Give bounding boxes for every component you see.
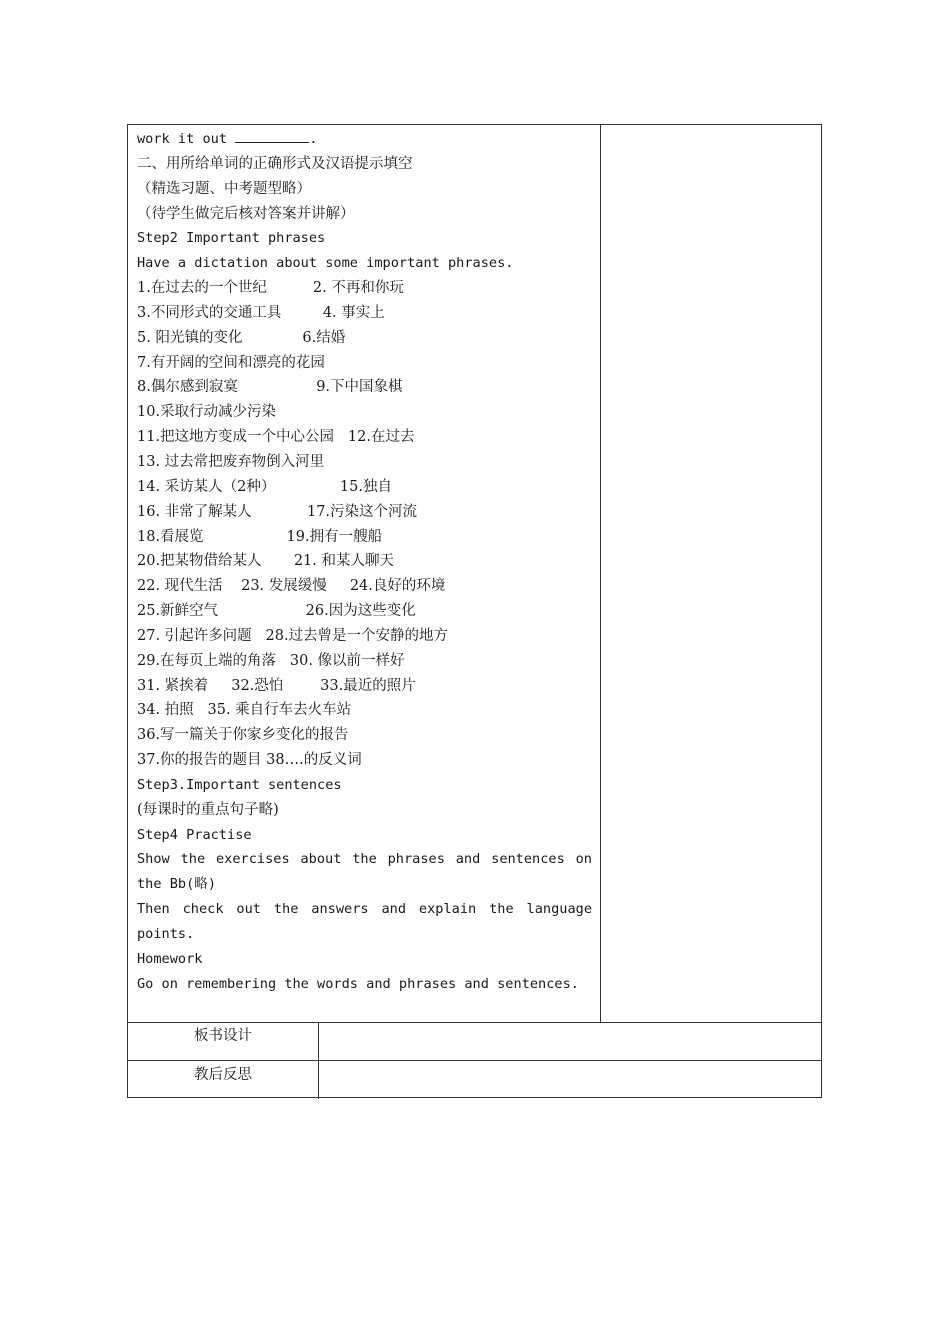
content-line: [137, 425, 592, 450]
content-line: [137, 351, 592, 376]
content-line: [137, 599, 592, 624]
content-line-text: 8.偶尔感到寂寞 9.下中国象棋: [137, 379, 403, 396]
reflection-row: [128, 1061, 821, 1099]
content-line-text: 29.在每页上端的角落 30. 像以前一样好: [137, 652, 405, 669]
content-line: [137, 922, 592, 947]
content-line: [137, 375, 592, 400]
content-line-text: 34. 拍照 35. 乘自行车去火车站: [137, 702, 352, 719]
content-line-text: 14. 采访某人（2种） 15.独自: [137, 478, 392, 495]
content-line-text: 11.把这地方变成一个中心公园 12.在过去: [137, 429, 415, 446]
content-line: [137, 872, 592, 897]
content-line-text: points.: [137, 926, 195, 942]
board-design-value: [319, 1022, 821, 1060]
content-line-text: Go on remembering the words and phrases and sentences.: [137, 975, 579, 992]
content-line-text: Step3.Important sentences: [137, 776, 342, 793]
board-design-label: 板书设计: [128, 1022, 319, 1060]
board-design-row: [128, 1022, 821, 1061]
content-line-text: 3.不同形式的交通工具 4. 事实上: [137, 304, 385, 321]
content-line-text: 20.把某物借给某人 21. 和某人聊天: [137, 553, 394, 570]
content-line: [137, 226, 592, 251]
content-line: [137, 624, 592, 649]
content-line-text: 36.写一篇关于你家乡变化的报告: [137, 727, 349, 744]
content-line: [137, 177, 592, 202]
content-line: [137, 773, 592, 798]
content-line: [137, 202, 592, 227]
fill-in-blank: [235, 128, 309, 143]
content-line: [137, 549, 592, 574]
content-line: [137, 450, 592, 475]
content-line-text: Have a dictation about some important phrases.: [137, 255, 514, 272]
content-line-text: 18.看展览 19.拥有一艘船: [137, 528, 383, 545]
content-line: [137, 251, 592, 276]
content-line-text: 二、用所给单词的正确形式及汉语提示填空: [137, 155, 413, 172]
content-line: [137, 649, 592, 674]
content-line-text: （待学生做完后核对答案并讲解）: [137, 205, 355, 222]
content-line-text: 10.采取行动减少污染: [137, 404, 277, 421]
content-line: [137, 525, 592, 550]
content-line: [137, 400, 592, 425]
content-line-text: 25.新鲜空气 26.因为这些变化: [137, 603, 416, 620]
content-line: [137, 723, 592, 748]
content-line: [137, 674, 592, 699]
content-line-text: work it out: [137, 131, 236, 147]
content-line: [137, 947, 592, 972]
content-line-tail: .: [309, 131, 318, 147]
content-line-text: 7.有开阔的空间和漂亮的花园: [137, 354, 325, 371]
content-line-text: 16. 非常了解某人 17.污染这个河流: [137, 503, 418, 520]
content-line: [137, 500, 592, 525]
teaching-process-cell: [128, 125, 601, 1022]
content-line-text: Homework: [137, 950, 203, 967]
content-line-text: Then check out the answers and explain the language: [137, 901, 592, 918]
content-line: [137, 972, 592, 997]
content-line-text: (每课时的重点句子略): [137, 801, 279, 818]
content-line-text: Step4 Practise: [137, 826, 252, 843]
content-line-text: （精选习题、中考题型略）: [137, 180, 311, 197]
content-line-text: 1.在过去的一个世纪 2. 不再和你玩: [137, 280, 404, 297]
notes-cell: [601, 125, 821, 1022]
content-line-text: the Bb(略): [137, 876, 217, 893]
content-line-text: Show the exercises about the phrases and sentences on: [137, 851, 592, 868]
content-line-text: 13. 过去常把废弃物倒入河里: [137, 453, 325, 470]
lesson-plan-table: [127, 124, 822, 1098]
content-line-text: 5. 阳光镇的变化 6.结婚: [137, 329, 346, 346]
content-line: [137, 847, 592, 872]
content-line: [137, 475, 592, 500]
content-line: [137, 798, 592, 823]
content-row: [128, 125, 821, 1023]
content-line: [137, 698, 592, 723]
content-line: [137, 152, 592, 177]
content-line: [137, 326, 592, 351]
content-line-text: 27. 引起许多问题 28.过去曾是一个安静的地方: [137, 627, 449, 644]
reflection-label: 教后反思: [128, 1061, 319, 1099]
content-line: [137, 574, 592, 599]
content-line-text: 22. 现代生活 23. 发展缓慢 24.良好的环境: [137, 578, 446, 595]
reflection-value: [319, 1061, 821, 1099]
content-line-text: Step2 Important phrases: [137, 230, 326, 247]
content-line-text: 37.你的报告的题目 38….的反义词: [137, 752, 362, 769]
content-line: [137, 897, 592, 922]
content-line-text: 31. 紧挨着 32.恐怕 33.最近的照片: [137, 677, 416, 694]
content-line: [137, 301, 592, 326]
content-line: [137, 748, 592, 773]
content-line: [137, 276, 592, 301]
content-line: [137, 823, 592, 848]
content-line: [137, 127, 592, 152]
